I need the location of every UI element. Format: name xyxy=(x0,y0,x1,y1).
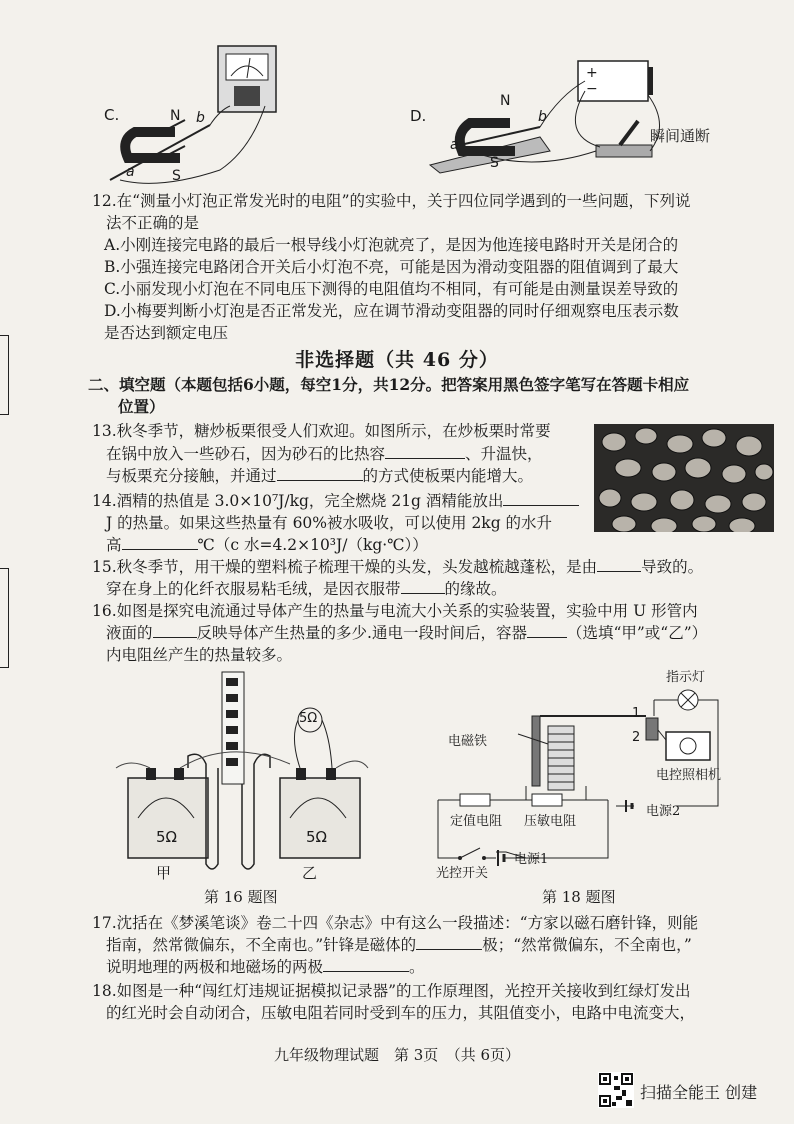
q16-text-2a: 液面的 xyxy=(106,624,153,642)
q16-text-2c: （选填“甲”或“乙”） xyxy=(566,624,708,642)
figure-18-caption: 第 18 题图 xyxy=(542,888,616,906)
q16-line-2 xyxy=(106,622,707,644)
figure-18-contact-2: 2 xyxy=(632,730,641,745)
figure-d-a: a xyxy=(450,137,459,153)
figure-16-r-top: 5Ω xyxy=(299,711,318,726)
figure-18-source-2: 电源2 xyxy=(646,804,681,819)
q12-option-a: A.小刚连接完电路的最后一根导线小灯泡就亮了，是因为他连接电路时开关是闭合的 xyxy=(104,236,679,254)
figure-18-indicator: 指示灯 xyxy=(666,670,706,685)
q12-stem-1: 12.在“测量小灯泡正常发光时的电阻”的实验中，关于四位同学遇到的一些问题，下列说 xyxy=(92,192,691,210)
figure-18-fixed-resistor: 定值电阻 xyxy=(450,814,503,829)
q13-line-1: 13.秋冬季节，糖炒板栗很受人们欢迎。如图所示，在炒板栗时常要 xyxy=(92,422,551,440)
q16-text-2b: 反映导体产生热量的多少.通电一段时间后，容器 xyxy=(196,624,527,642)
figure-16-r-right: 5Ω xyxy=(306,828,328,846)
q17-text-3b: 。 xyxy=(409,958,425,976)
q13-text-3a: 与板栗充分接触，并通过 xyxy=(106,467,277,485)
chestnut-photo xyxy=(594,424,774,532)
figure-c xyxy=(100,40,290,190)
q15-line-2 xyxy=(106,578,507,600)
q14-text-3a: 高 xyxy=(106,536,122,554)
figure-16-jia: 甲 xyxy=(156,864,172,882)
figure-d-drawing xyxy=(410,55,750,175)
figure-18-electromagnet: 电磁铁 xyxy=(448,734,488,749)
q14-text-3b: ℃（c 水=4.2×10³J/（kg·℃）） xyxy=(197,536,428,554)
figure-16-yi: 乙 xyxy=(302,864,318,882)
q16-blank-2 xyxy=(527,623,567,638)
part2-instructions-1: 二、填空题（本题包括6小题，每空1分，共12分。把答案用黑色签字笔写在答题卡相应 xyxy=(88,375,690,394)
figure-d-switch-text: 瞬间通断 xyxy=(650,127,711,145)
q13-text-3b: 的方式使板栗内能增大。 xyxy=(362,467,534,485)
q17-line-2 xyxy=(106,934,692,956)
figure-18-pressure-resistor: 压敏电阻 xyxy=(524,814,577,829)
q13-line-2 xyxy=(106,443,543,465)
q18-line-2: 的红光时会自动闭合，压敏电阻若同时受到车的压力，其阻值变小，电路中电流变大， xyxy=(106,1004,696,1022)
figure-d-plus: + xyxy=(586,65,598,81)
q17-blank-2 xyxy=(323,957,409,972)
q17-blank-1 xyxy=(416,935,482,950)
part2-instructions-2: 位置） xyxy=(118,397,165,416)
figure-18 xyxy=(436,664,736,884)
figure-d-n: N xyxy=(500,93,511,109)
q15-line-1 xyxy=(92,556,703,578)
figure-c-b: b xyxy=(196,110,205,126)
q14-line-2: J 的热量。如果这些热量有 60%被水吸收，可以使用 2kg 的水升 xyxy=(106,514,553,532)
q15-text-2b: 的缘故。 xyxy=(444,580,507,598)
q15-text-2a: 穿在身上的化纤衣服易粘毛绒，是因衣服带 xyxy=(106,580,401,598)
figure-c-a: a xyxy=(126,164,135,180)
q16-line-1: 16.如图是探究电流通过导体产生的热量与电流大小关系的实验装置，实验中用 U 形管内 xyxy=(92,602,698,620)
q17-text-2b: 极；“然常微偏东，不全南也，” xyxy=(482,936,692,954)
q13-blank-1 xyxy=(385,444,465,459)
figure-d-b: b xyxy=(538,109,547,125)
q12-stem-2: 法不正确的是 xyxy=(106,214,200,232)
figure-d-minus: − xyxy=(586,81,598,97)
q17-line-3 xyxy=(106,956,425,978)
q12-option-d-1: D.小梅要判断小灯泡是否正常发光，应在调节滑动变阻器的同时仔细观察电压表示数 xyxy=(104,302,679,320)
q13-text-2b: 、升温快， xyxy=(465,445,543,463)
qr-code-icon xyxy=(598,1072,634,1108)
q17-text-3a: 说明地理的两极和地磁场的两极 xyxy=(106,958,324,976)
section-title: 非选择题（共 46 分） xyxy=(295,349,499,371)
figure-16-r-left: 5Ω xyxy=(156,828,178,846)
binding-margin-box-bottom xyxy=(0,568,9,668)
figure-18-light-switch: 光控开关 xyxy=(436,866,489,881)
q14-blank-2 xyxy=(122,535,198,550)
q15-text-1a: 15.秋冬季节，用干燥的塑料梳子梳理干燥的头发，头发越梳越蓬松，是由 xyxy=(92,558,598,576)
q15-blank-1 xyxy=(597,557,641,572)
q16-line-3: 内电阻丝产生的热量较多。 xyxy=(106,646,293,664)
figure-c-label: C. xyxy=(104,106,120,124)
q12-option-b: B.小强连接完电路闭合开关后小灯泡不亮，可能是因为滑动变阻器的阻值调到了最大 xyxy=(104,258,679,276)
q14-text-1a: 14.酒精的热值是 3.0×10⁷J/kg，完全燃烧 21g 酒精能放出 xyxy=(92,492,504,510)
scanner-watermark: 扫描全能王 创建 xyxy=(640,1083,758,1102)
q18-line-1: 18.如图是一种“闯红灯违规证据模拟记录器”的工作原理图，光控开关接收到红绿灯发出 xyxy=(92,982,691,1000)
figure-16 xyxy=(110,668,370,882)
figure-d-label: D. xyxy=(410,107,427,125)
q16-blank-1 xyxy=(153,623,197,638)
figure-d-s: S xyxy=(490,155,499,171)
q17-line-1: 17.沈括在《梦溪笔谈》卷二十四《杂志》中有这么一段描述：“方家以磁石磨针锋，则能 xyxy=(92,914,699,932)
q12-option-c: C.小丽发现小灯泡在不同电压下测得的电阻值均不相同，有可能是由测量误差导致的 xyxy=(104,280,679,298)
figure-18-source-1: 电源1 xyxy=(514,852,549,867)
figure-18-contact-1: 1 xyxy=(632,706,641,721)
q13-line-3 xyxy=(106,465,533,487)
q15-blank-2 xyxy=(401,579,445,594)
q14-blank-1 xyxy=(503,491,579,506)
q14-line-1 xyxy=(92,490,579,512)
figure-d xyxy=(410,55,750,175)
figure-16-drawing xyxy=(110,668,370,878)
q17-text-2a: 指南，然常微偏东，不全南也。”针锋是磁体的 xyxy=(106,936,417,954)
figure-18-camera: 电控照相机 xyxy=(656,768,722,783)
q15-text-1b: 导致的。 xyxy=(641,558,704,576)
q14-line-3 xyxy=(106,534,428,556)
figure-c-s: S xyxy=(172,168,181,184)
q13-text-2a: 在锅中放入一些砂石，因为砂石的比热容 xyxy=(106,445,386,463)
figure-16-caption: 第 16 题图 xyxy=(204,888,278,906)
q13-blank-2 xyxy=(277,466,363,481)
page-footer: 九年级物理试题 第 3页 （共 6页） xyxy=(273,1046,521,1064)
q12-option-d-2: 是否达到额定电压 xyxy=(104,324,229,342)
figure-c-n: N xyxy=(170,108,181,124)
chestnut-photo-drawing xyxy=(594,424,774,532)
